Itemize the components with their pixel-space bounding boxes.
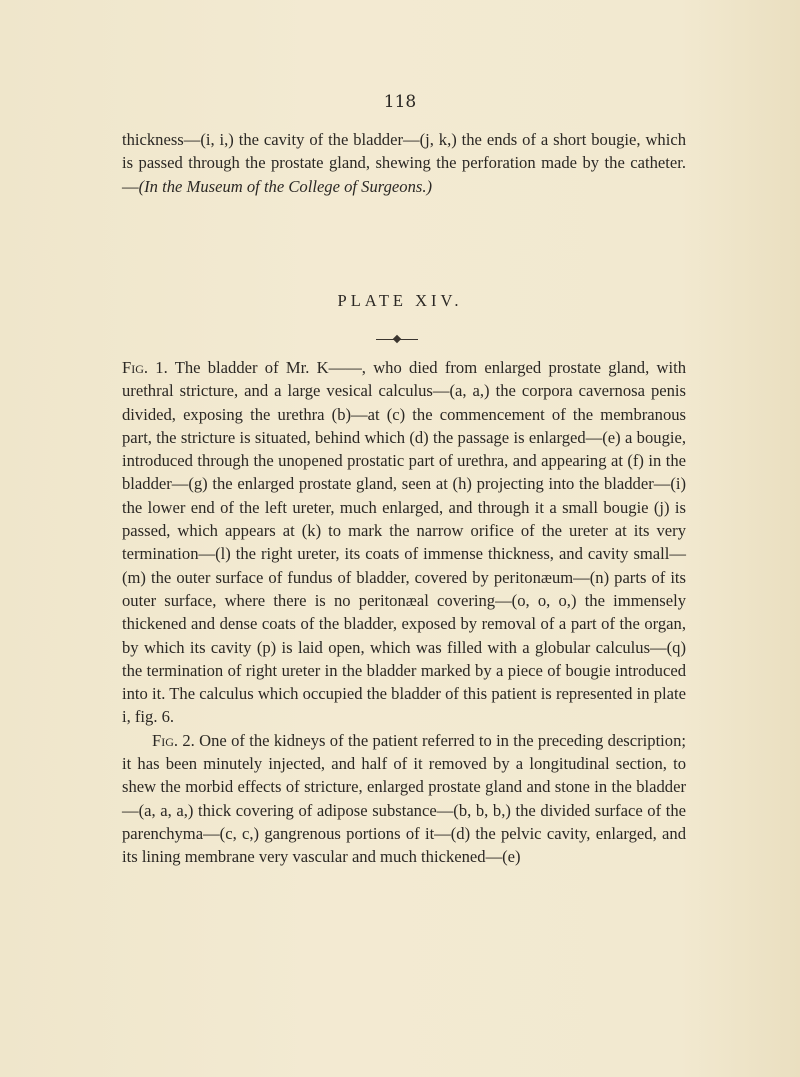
divider-ornament-icon [393,335,401,343]
plate-heading: PLATE XIV. [337,291,463,310]
intro-italic-note: (In the Museum of the College of Surgeons.) [138,176,432,196]
intro-paragraph [122,128,686,198]
figure-1-text: The bladder of Mr. K——, who died from enlarged prostate gland, with urethral stricture, and a large vesical calculus—(a, a,) the corpora cavernosa penis divided, exposing the urethra (b)—at (c) the commencement of the membranous part, the stricture is situated, behind which (d) the passage is enlarged—(e) a bougie, introduced through the unopened prostatic part of urethra, and appearing at (f) in the bladder—(g) the enlarged prostate gland, seen at (h) projecting into the bladder—(i) the lower end of the left ureter, much enlarged, and through it a small bougie (j) is passed, which appears at (k) to mark the narrow orifice of the ureter at its very termination—(l) the right ureter, its coats of immense thickness, and cavity small—(m) the outer surface of fundus of bladder, covered by peritonæum—(n) parts of its outer surface, where there is no peritonæal covering—(o, o, o,) the immensely thickened and dense coats of the bladder, exposed by removal of a part of the organ, by which its cavity (p) is laid open, which was filled with a globular calculus—(q) the termination of right ureter in the bladder marked by a piece of bougie introduced into it. The calculus which occupied the bladder of this patient is represented in plate i, fig. 6. [122,358,686,727]
figure-1-label: Fig. 1. [122,358,168,377]
figure-2-paragraph [122,729,686,869]
intro-text: thickness—(i, i,) the cavity of the bladder—(j, k,) the ends of a short bougie, which is passed through the prostate gland, shewing the perforation made by the catheter.— [122,130,686,196]
figure-2-label: Fig. 2. [152,730,195,750]
figure-1-paragraph [122,356,686,729]
page-number: 118 [383,92,417,112]
figure-2-text: One of the kidneys of the patient referred to in the preceding description; it has been minutely injected, and half of it removed by a longitudinal section, to shew the morbid effects of stricture, enlarged prostate gland and stone in the bladder—(a, a, a,) thick covering of adipose substance—(b, b, b,) the divided surface of the parenchyma—(c, c,) gangrenous portions of it—(d) the pelvic cavity, enlarged, and its lining membrane very vascular and much thickened—(e) [122,730,686,867]
figure-descriptions [122,356,686,869]
